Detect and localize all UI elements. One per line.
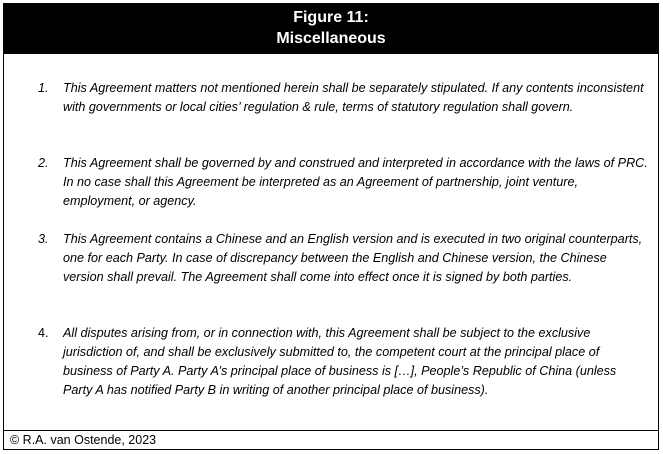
figure-frame	[3, 3, 659, 450]
figure-title: Miscellaneous	[276, 30, 386, 47]
copyright-footer: © R.A. van Ostende, 2023	[10, 433, 157, 447]
clause-list	[4, 54, 658, 431]
figure-header	[4, 4, 658, 54]
figure-number: Figure 11:	[293, 9, 369, 26]
clause-text: All disputes arising from, or in connection with, this Agreement shall be subject to the exclusive jurisdiction of, and shall be exclusively submitted to, the competent court at the principal place of business of Party A. Party A’s principal place of business is […], People’s Republic of China (unless Party A has notified Party B in writing of another principal place of business).	[63, 326, 617, 397]
clause-number: 2.	[38, 156, 49, 170]
clause-text: This Agreement matters not mentioned herein shall be separately stipulated. If any contents inconsistent with governments or local cities’ regulation & rule, terms of statutory regulation shall govern.	[63, 81, 644, 114]
clause-number: 1.	[38, 81, 49, 95]
clause-number: 4.	[38, 326, 49, 340]
clause-number: 3.	[38, 232, 49, 246]
clause-text: This Agreement shall be governed by and construed and interpreted in accordance with the laws of PRC. In no case shall this Agreement be interpreted as an Agreement of partnership, joint venture, employment, or agency.	[63, 156, 648, 208]
clause-text: This Agreement contains a Chinese and an English version and is executed in two original counterparts, one for each Party. In case of discrepancy between the English and Chinese version, the Chinese version shall prevail. The Agreement shall come into effect once it is signed by both parties.	[63, 232, 643, 284]
